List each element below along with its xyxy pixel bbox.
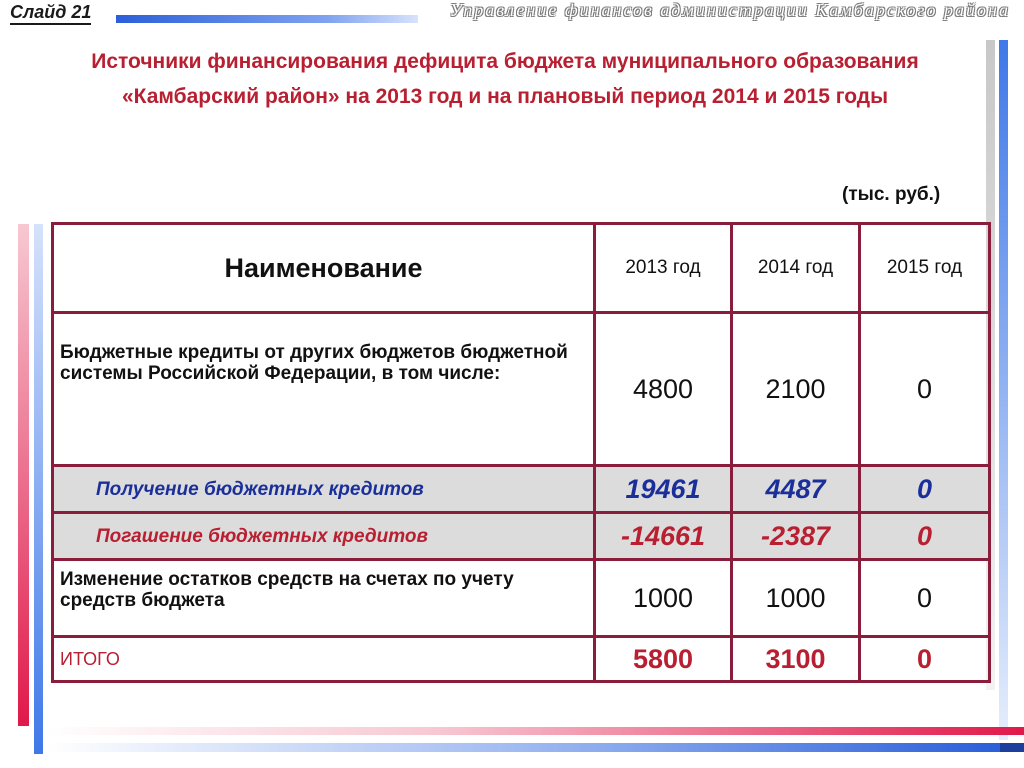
slide-number: Слайд 21 <box>10 2 91 25</box>
decor-bottom-blue-bar <box>46 743 1000 752</box>
title-line-1: Источники финансирования дефицита бюджета муниципального образования <box>91 50 919 73</box>
column-header-name: Наименование <box>53 224 595 313</box>
table-row <box>53 466 990 513</box>
financing-sources-table <box>51 222 991 683</box>
table-row <box>53 313 990 466</box>
decor-left-blue-bar <box>34 224 43 754</box>
value-2015: 0 <box>860 313 990 466</box>
decor-left-red-bar <box>18 224 29 726</box>
decor-right-blue-bar <box>999 40 1008 740</box>
value-2013: 19461 <box>595 466 732 513</box>
row-label: Получение бюджетных кредитов <box>53 466 595 513</box>
value-2014: 1000 <box>732 560 860 637</box>
value-2013: -14661 <box>595 513 732 560</box>
units-label: (тыс. руб.) <box>842 184 941 205</box>
row-label: Бюджетные кредиты от других бюджетов бюджетной системы Российской Федерации, в том числе: <box>53 313 595 466</box>
column-header-2014: 2014 год <box>732 224 860 313</box>
value-2014: 4487 <box>732 466 860 513</box>
column-header-2013: 2013 год <box>595 224 732 313</box>
table-header-row <box>53 224 990 313</box>
value-2013: 5800 <box>595 637 732 682</box>
value-2014: -2387 <box>732 513 860 560</box>
table-row <box>53 513 990 560</box>
column-header-2015: 2015 год <box>860 224 990 313</box>
value-2014: 3100 <box>732 637 860 682</box>
value-2015: 0 <box>860 513 990 560</box>
value-2014: 2100 <box>732 313 860 466</box>
decor-bottom-red-bar <box>46 727 1024 735</box>
title-line-2: «Камбарский район» на 2013 год и на плановый период 2014 и 2015 годы <box>121 85 889 108</box>
row-label: Изменение остатков средств на счетах по учету средств бюджета <box>53 560 595 637</box>
value-2013: 1000 <box>595 560 732 637</box>
value-2013: 4800 <box>595 313 732 466</box>
value-2015: 0 <box>860 637 990 682</box>
row-label: Погашение бюджетных кредитов <box>53 513 595 560</box>
header-accent-line <box>116 15 418 23</box>
organization-name: Управление финансов администрации Камбарского района <box>449 0 1010 20</box>
page-title <box>0 44 1010 114</box>
table-row-total <box>53 637 990 682</box>
value-2015: 0 <box>860 560 990 637</box>
value-2015: 0 <box>860 466 990 513</box>
decor-bottom-dark-block <box>1000 743 1024 752</box>
row-label: ИТОГО <box>53 637 595 682</box>
table-row <box>53 560 990 637</box>
